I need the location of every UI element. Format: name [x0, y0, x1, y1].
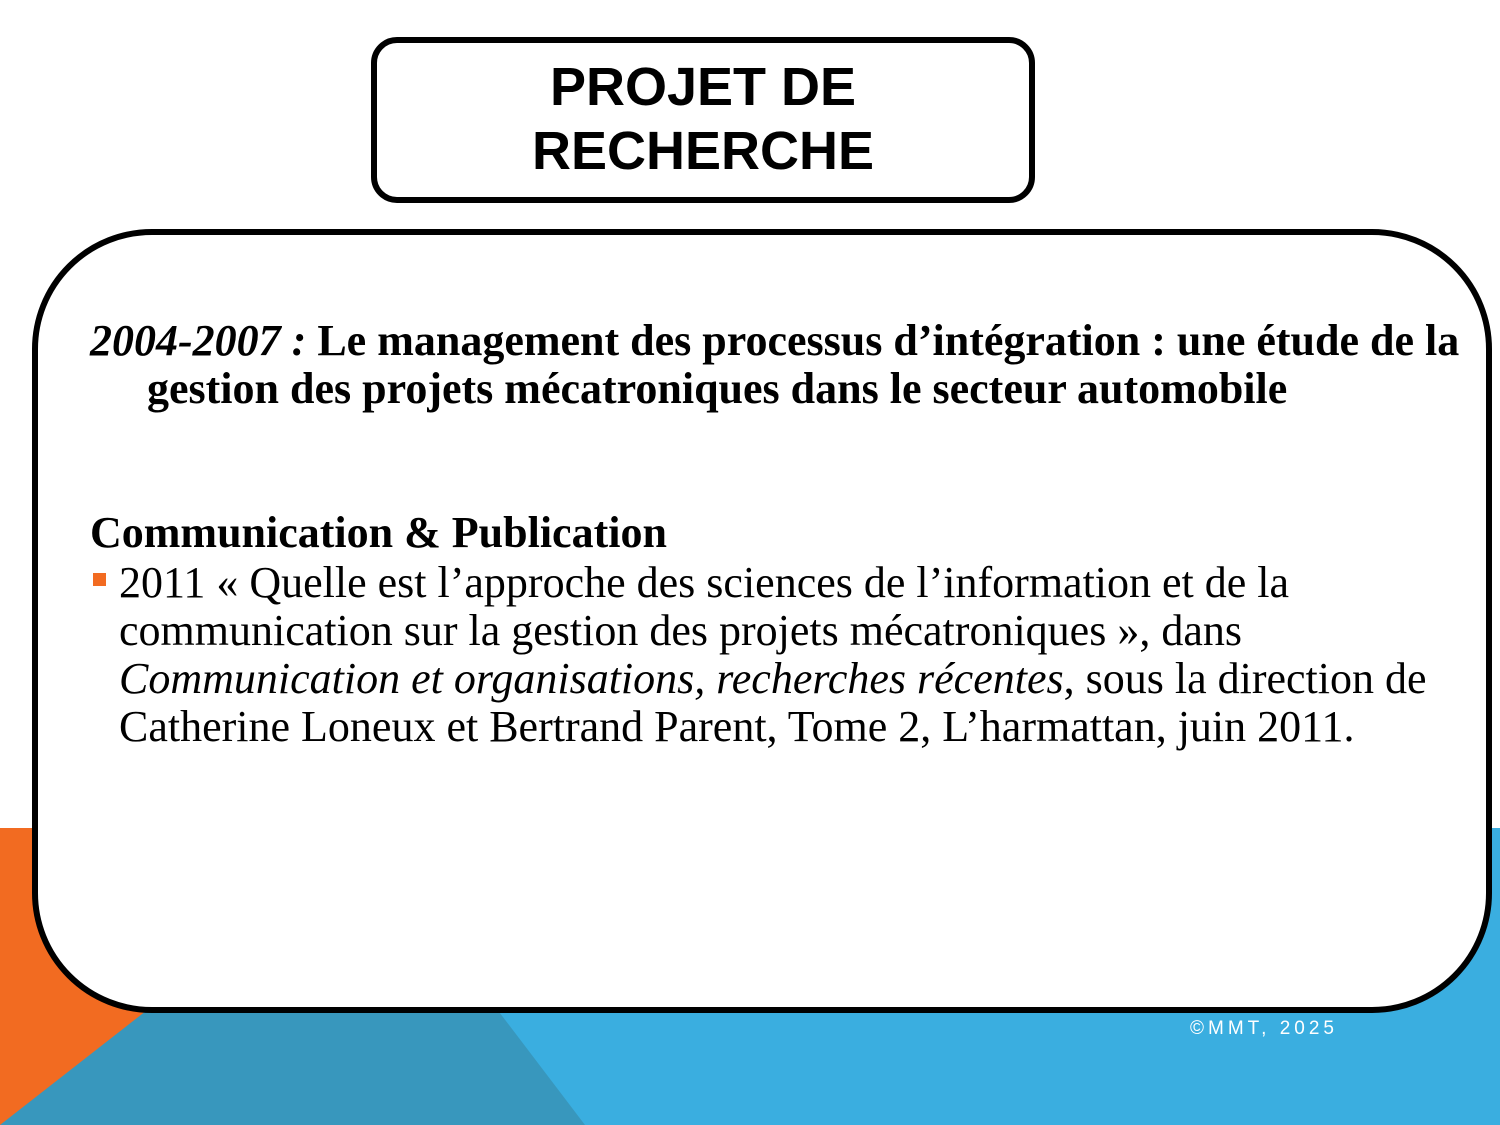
title-box [371, 37, 1035, 203]
thesis-years: 2004-2007 : [90, 316, 307, 365]
thesis-entry [90, 317, 1460, 413]
orange-square-bullet-icon [93, 573, 106, 586]
publication-item [90, 559, 1460, 751]
content-body [90, 317, 1460, 751]
slide-title: PROJET DE RECHERCHE [531, 57, 875, 181]
publication-intro: 2011 « Quelle est l’approche des sciences de l’information et de la communication sur la gestion des projets mécatroniques », dans [119, 558, 1290, 655]
thesis-title: Le management des processus d’intégration : une étude de la gestion des projets mécatroniques dans le secteur automobile [147, 316, 1460, 413]
publication-journal: Communication et organisations, recherches récentes [119, 654, 1064, 703]
footer-copyright: ©MMT, 2025 [1190, 1018, 1338, 1039]
publications-heading: Communication & Publication [90, 508, 667, 557]
publication-details: , sous la direction de Catherine Loneux et Bertrand Parent, Tome 2, L’harmattan, juin 2011. [119, 654, 1427, 751]
content-box [32, 229, 1492, 1013]
